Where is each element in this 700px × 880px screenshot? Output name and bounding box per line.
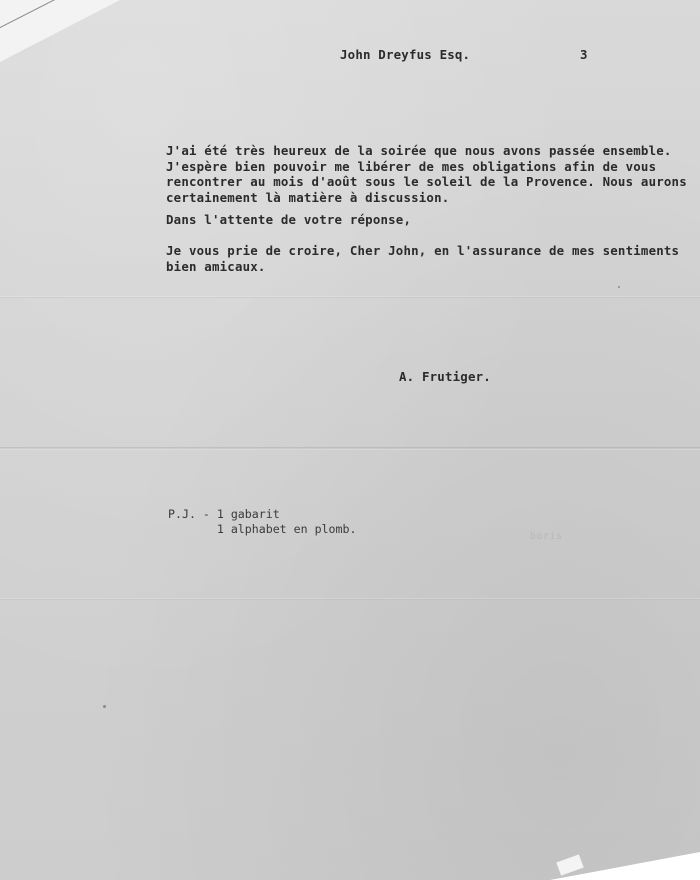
signature: A. Frutiger. bbox=[399, 369, 491, 384]
faint-stamp: boris bbox=[530, 531, 563, 542]
fold-line bbox=[0, 598, 700, 600]
recipient-header: John Dreyfus Esq. bbox=[340, 47, 471, 62]
letter-salutation: Je vous prie de croire, Cher John, en l'assurance de mes sentiments bien amicaux. bbox=[166, 243, 680, 274]
page-number: 3 bbox=[580, 47, 588, 62]
letter-paragraph: J'ai été très heureux de la soirée que nous avons passée ensemble. J'espère bien pouvoir me libérer de mes obligations afin de vous rencontrer au mois d'août sous le soleil de la Provence. Nous aurons certainement là matière à discussion. bbox=[166, 143, 687, 205]
fold-line bbox=[0, 447, 700, 450]
folded-corner bbox=[0, 0, 120, 62]
fold-line bbox=[0, 296, 700, 298]
enclosure-list: P.J. - 1 gabarit 1 alphabet en plomb. bbox=[168, 506, 357, 536]
paper-speck bbox=[618, 286, 620, 288]
paper-speck bbox=[103, 705, 106, 708]
letter-closing-line: Dans l'attente de votre réponse, bbox=[166, 212, 412, 227]
